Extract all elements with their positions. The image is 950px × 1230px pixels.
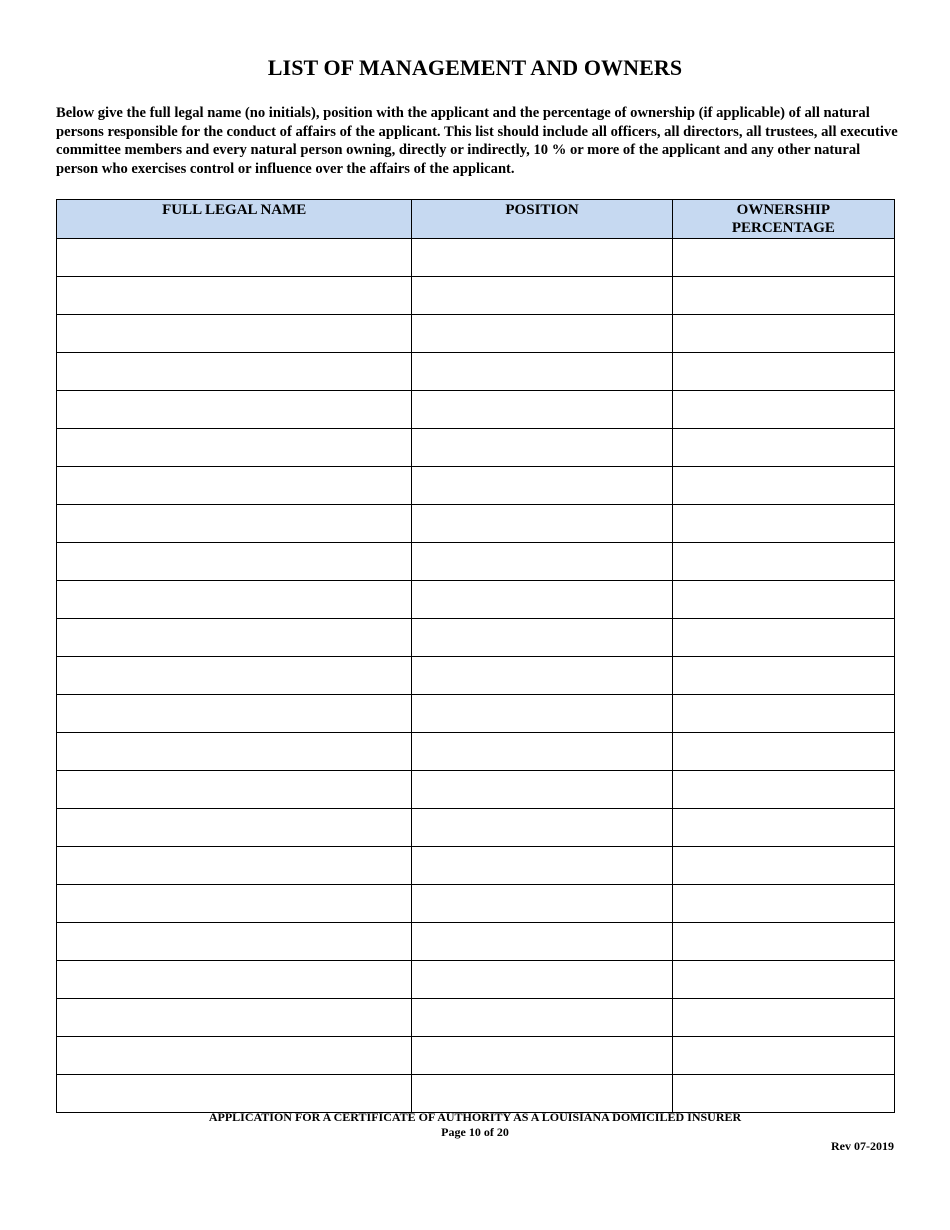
header-full-legal-name: FULL LEGAL NAME (57, 200, 412, 239)
ownership-cell[interactable] (672, 809, 894, 847)
name-cell[interactable] (57, 847, 412, 885)
table-row (57, 733, 895, 771)
ownership-cell[interactable] (672, 1037, 894, 1075)
position-cell[interactable] (412, 999, 672, 1037)
name-cell[interactable] (57, 657, 412, 695)
position-cell[interactable] (412, 391, 672, 429)
table-row (57, 353, 895, 391)
position-cell[interactable] (412, 467, 672, 505)
ownership-cell[interactable] (672, 505, 894, 543)
position-cell[interactable] (412, 733, 672, 771)
table-row (57, 923, 895, 961)
position-cell[interactable] (412, 543, 672, 581)
header-position: POSITION (412, 200, 672, 239)
ownership-cell[interactable] (672, 847, 894, 885)
position-cell[interactable] (412, 771, 672, 809)
ownership-cell[interactable] (672, 315, 894, 353)
table-row (57, 619, 895, 657)
name-cell[interactable] (57, 695, 412, 733)
name-cell[interactable] (57, 999, 412, 1037)
name-cell[interactable] (57, 391, 412, 429)
name-cell[interactable] (57, 809, 412, 847)
name-cell[interactable] (57, 619, 412, 657)
ownership-cell[interactable] (672, 277, 894, 315)
position-cell[interactable] (412, 353, 672, 391)
name-cell[interactable] (57, 429, 412, 467)
name-cell[interactable] (57, 885, 412, 923)
position-cell[interactable] (412, 1037, 672, 1075)
name-cell[interactable] (57, 239, 412, 277)
position-cell[interactable] (412, 885, 672, 923)
name-cell[interactable] (57, 923, 412, 961)
position-cell[interactable] (412, 277, 672, 315)
table-row (57, 885, 895, 923)
table-row (57, 467, 895, 505)
name-cell[interactable] (57, 581, 412, 619)
ownership-cell[interactable] (672, 239, 894, 277)
position-cell[interactable] (412, 923, 672, 961)
position-cell[interactable] (412, 505, 672, 543)
table-row (57, 771, 895, 809)
table-row (57, 581, 895, 619)
ownership-cell[interactable] (672, 581, 894, 619)
table-row (57, 1075, 895, 1113)
table-row (57, 1037, 895, 1075)
management-owners-table (56, 199, 895, 1113)
position-cell[interactable] (412, 581, 672, 619)
table-row (57, 505, 895, 543)
name-cell[interactable] (57, 1075, 412, 1113)
name-cell[interactable] (57, 771, 412, 809)
table-row (57, 315, 895, 353)
table-body (57, 239, 895, 1113)
header-ownership-line1: OWNERSHIP (736, 202, 831, 218)
name-cell[interactable] (57, 543, 412, 581)
revision-label: Rev 07-2019 (831, 1139, 894, 1153)
position-cell[interactable] (412, 1075, 672, 1113)
ownership-cell[interactable] (672, 657, 894, 695)
position-cell[interactable] (412, 961, 672, 999)
ownership-cell[interactable] (672, 771, 894, 809)
table-row (57, 961, 895, 999)
table-row (57, 391, 895, 429)
name-cell[interactable] (57, 467, 412, 505)
footer-page-number: Page 10 of 20 (441, 1125, 509, 1139)
table-row (57, 429, 895, 467)
name-cell[interactable] (57, 1037, 412, 1075)
position-cell[interactable] (412, 429, 672, 467)
name-cell[interactable] (57, 961, 412, 999)
ownership-cell[interactable] (672, 961, 894, 999)
table-row (57, 657, 895, 695)
header-ownership-line2: PERCENTAGE (731, 220, 835, 236)
position-cell[interactable] (412, 239, 672, 277)
ownership-cell[interactable] (672, 391, 894, 429)
position-cell[interactable] (412, 619, 672, 657)
ownership-cell[interactable] (672, 429, 894, 467)
header-ownership-percentage (672, 200, 894, 239)
position-cell[interactable] (412, 657, 672, 695)
table-row (57, 543, 895, 581)
table-header-row (57, 200, 895, 239)
name-cell[interactable] (57, 505, 412, 543)
ownership-cell[interactable] (672, 1075, 894, 1113)
ownership-cell[interactable] (672, 733, 894, 771)
instructions-paragraph: Below give the full legal name (no initials), position with the applicant and the percentage of ownership (if applicable) of all natural persons responsible for the conduct of affairs of the applicant. This list should include all officers, all directors, all trustees, all executive committee members and every natural person owning, directly or indirectly, 10 % or more of the applicant and any other natural person who exercises control or influence over the affairs of the applicant. (56, 105, 898, 177)
table-row (57, 999, 895, 1037)
position-cell[interactable] (412, 695, 672, 733)
name-cell[interactable] (57, 733, 412, 771)
table-row (57, 809, 895, 847)
footer-application-title: APPLICATION FOR A CERTIFICATE OF AUTHORITY AS A LOUISIANA DOMICILED INSURER (208, 1110, 742, 1124)
name-cell[interactable] (57, 315, 412, 353)
page-title: LIST OF MANAGEMENT AND OWNERS (267, 55, 683, 80)
ownership-cell[interactable] (672, 695, 894, 733)
ownership-cell[interactable] (672, 353, 894, 391)
position-cell[interactable] (412, 809, 672, 847)
ownership-cell[interactable] (672, 885, 894, 923)
ownership-cell[interactable] (672, 619, 894, 657)
ownership-cell[interactable] (672, 923, 894, 961)
name-cell[interactable] (57, 277, 412, 315)
table-row (57, 239, 895, 277)
ownership-cell[interactable] (672, 999, 894, 1037)
ownership-cell[interactable] (672, 543, 894, 581)
ownership-cell[interactable] (672, 467, 894, 505)
position-cell[interactable] (412, 315, 672, 353)
table-row (57, 695, 895, 733)
name-cell[interactable] (57, 353, 412, 391)
footer (0, 1110, 950, 1140)
table-row (57, 277, 895, 315)
position-cell[interactable] (412, 847, 672, 885)
table-row (57, 847, 895, 885)
